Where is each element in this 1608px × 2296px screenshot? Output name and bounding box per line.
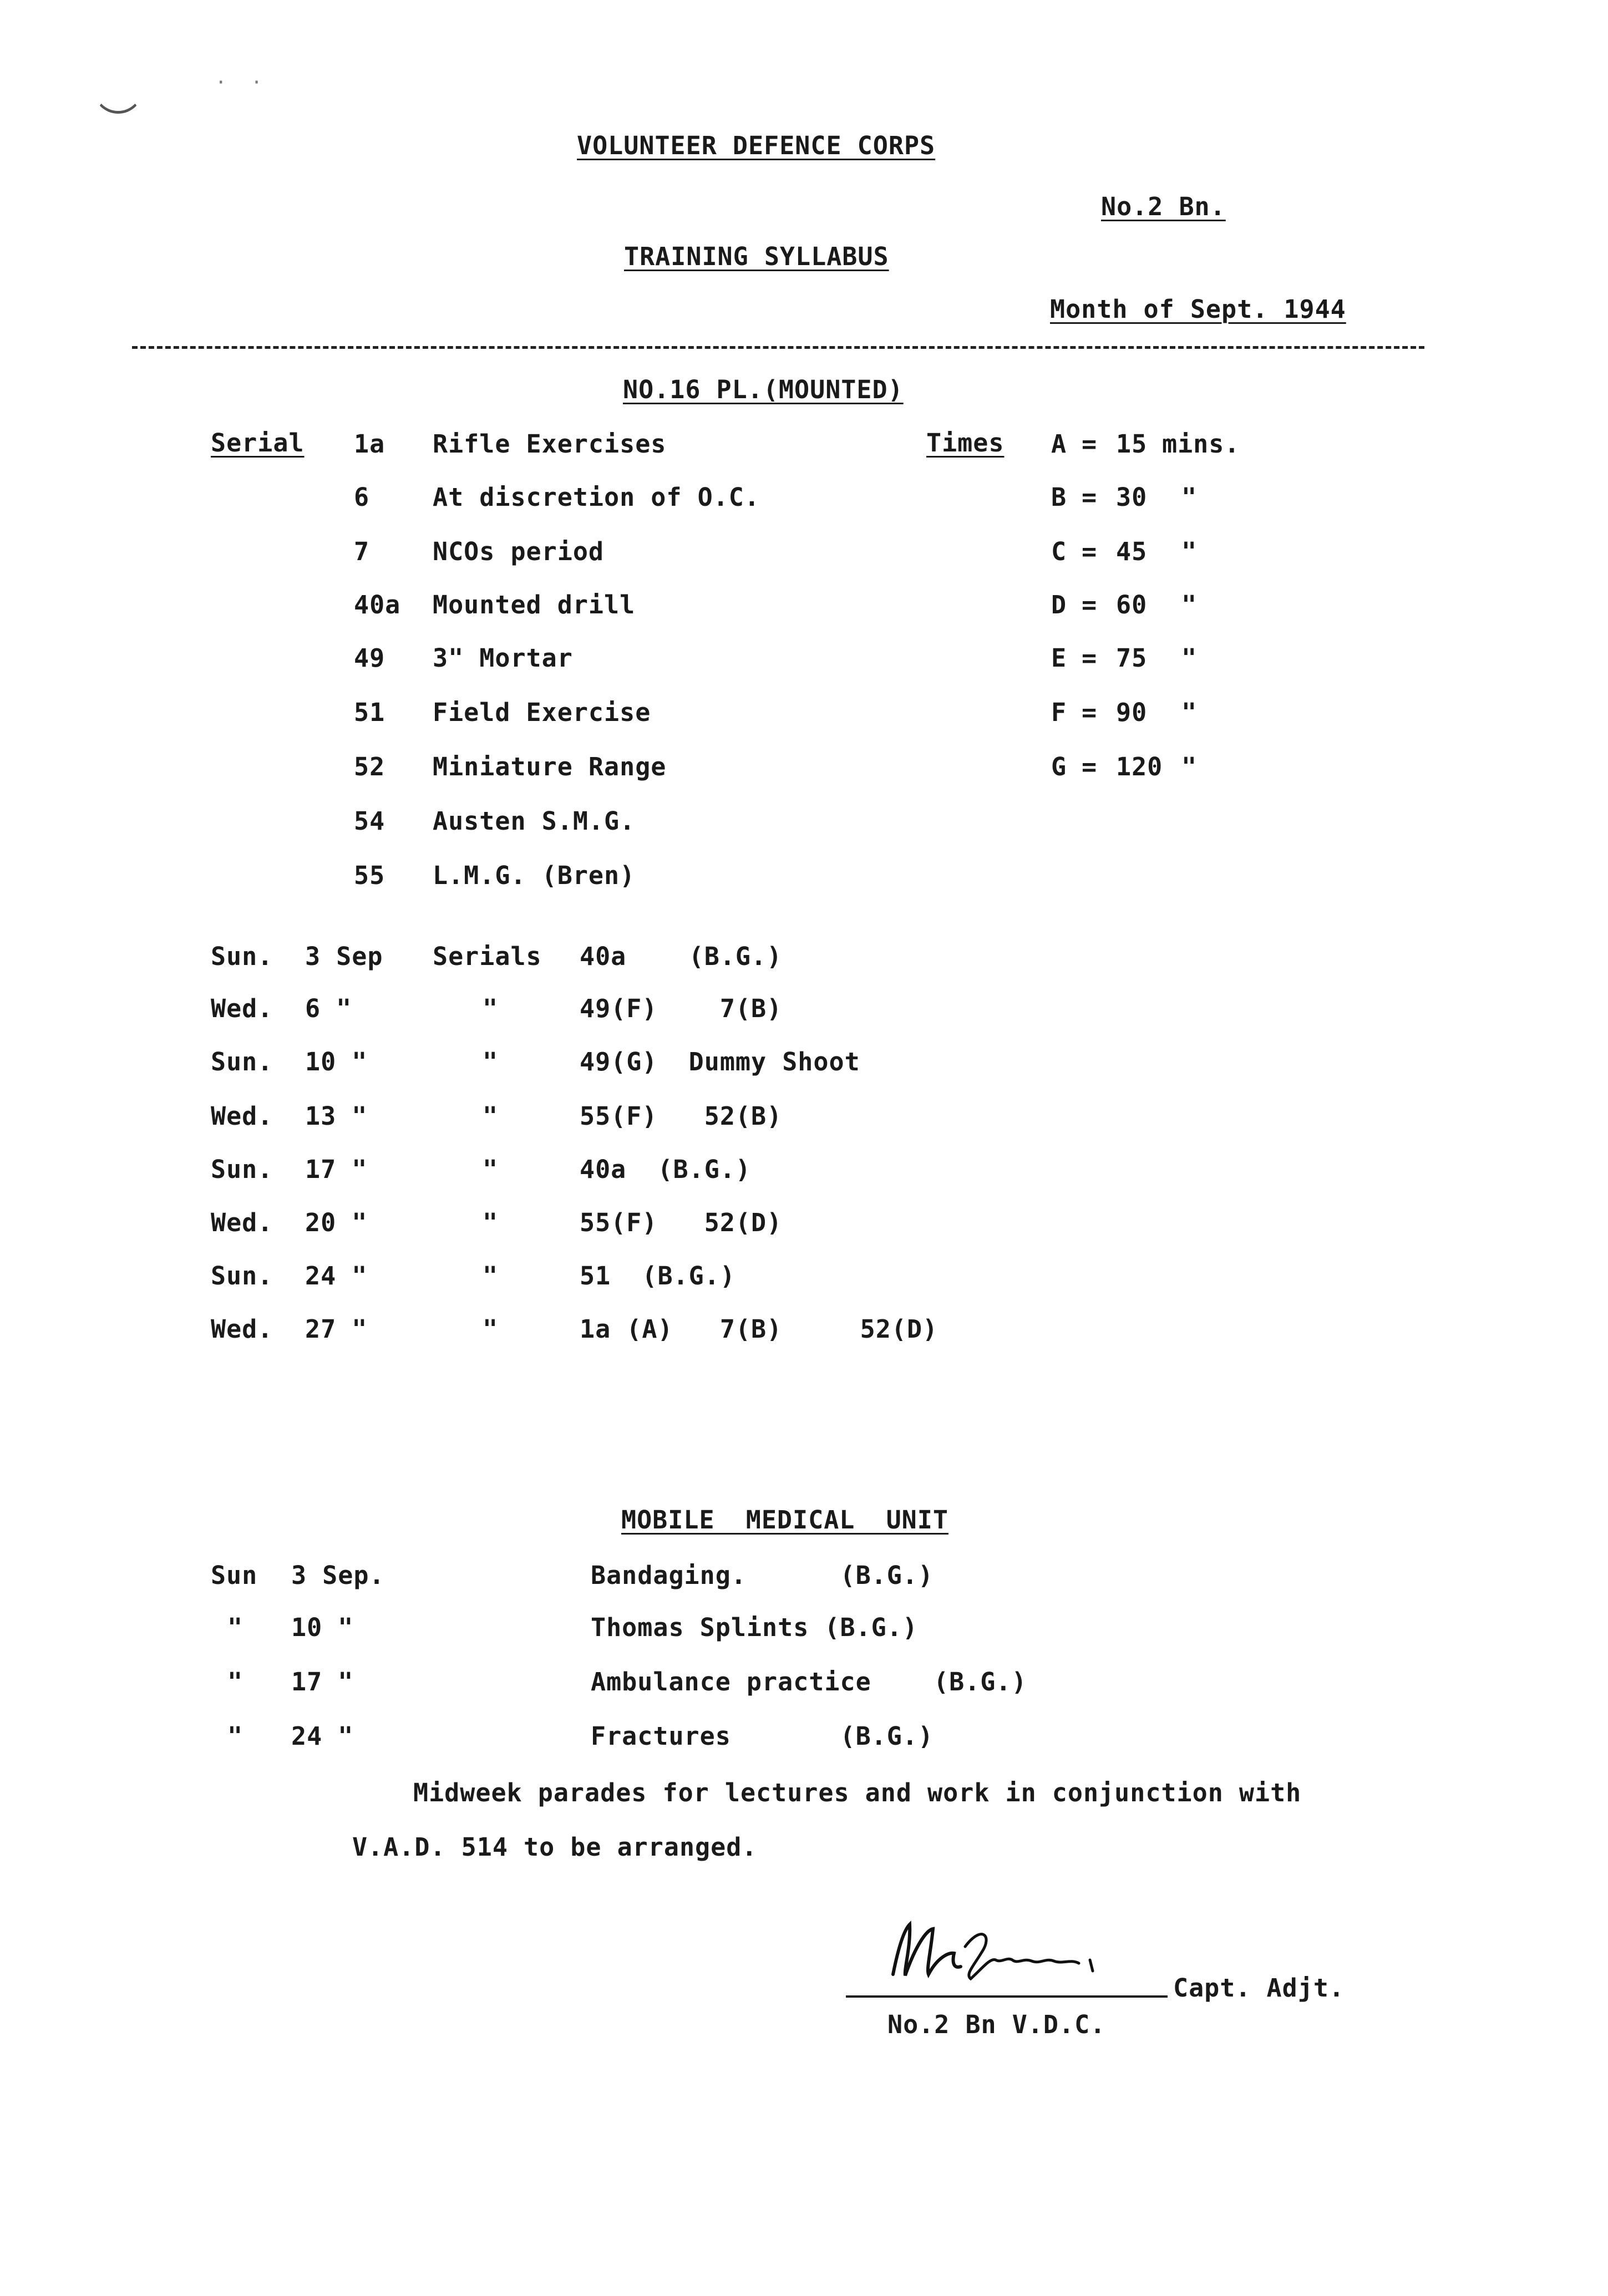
schedule-date: 6 " xyxy=(305,994,352,1023)
schedule-items: 40a (B.G.) xyxy=(580,942,783,971)
medical-date: 10 " xyxy=(291,1613,354,1642)
schedule-day: Wed. xyxy=(211,994,273,1023)
time-value: 15 xyxy=(1116,429,1148,459)
time-unit: " xyxy=(1181,643,1198,673)
time-unit: mins. xyxy=(1162,429,1240,459)
serial-label: Serial xyxy=(211,428,305,458)
serial-number: 49 xyxy=(354,643,385,673)
schedule-date: 17 " xyxy=(305,1155,368,1184)
time-value: 90 xyxy=(1116,698,1148,727)
battalion-label: No.2 Bn. xyxy=(1101,192,1226,221)
time-unit: " xyxy=(1181,752,1198,781)
time-equals: = xyxy=(1082,698,1098,727)
punch-hole-mark xyxy=(93,84,143,114)
medical-date: 17 " xyxy=(291,1667,354,1696)
serial-number: 6 xyxy=(354,482,370,512)
schedule-label: Serials xyxy=(433,942,542,971)
schedule-date: 27 " xyxy=(305,1314,368,1344)
time-equals: = xyxy=(1082,643,1098,673)
schedule-label: " xyxy=(483,1101,499,1131)
time-code: C xyxy=(1051,537,1067,566)
time-equals: = xyxy=(1082,752,1098,781)
medical-note-line-2: V.A.D. 514 to be arranged. xyxy=(352,1832,758,1862)
time-code: A xyxy=(1051,429,1067,459)
schedule-day: Sun. xyxy=(211,942,273,971)
medical-note-line-1: Midweek parades for lectures and work in conjunction with xyxy=(413,1778,1302,1807)
schedule-day: Sun. xyxy=(211,1047,273,1076)
time-equals: = xyxy=(1082,537,1098,566)
schedule-day: Wed. xyxy=(211,1314,273,1344)
signature-line xyxy=(846,1995,1168,1998)
serial-description: Mounted drill xyxy=(433,590,636,619)
header-divider xyxy=(132,346,1424,349)
time-code: D xyxy=(1051,590,1067,619)
serial-description: 3" Mortar xyxy=(433,643,573,673)
serial-description: Field Exercise xyxy=(433,698,651,727)
platoon-heading: NO.16 PL.(MOUNTED) xyxy=(623,375,904,404)
medical-activity: Fractures (B.G.) xyxy=(591,1721,934,1751)
time-code: E xyxy=(1051,643,1067,673)
medical-date: 3 Sep. xyxy=(291,1561,385,1590)
schedule-date: 3 Sep xyxy=(305,942,383,971)
schedule-day: Wed. xyxy=(211,1101,273,1131)
serial-description: NCOs period xyxy=(433,537,605,566)
serial-description: Rifle Exercises xyxy=(433,429,667,459)
document-title: VOLUNTEER DEFENCE CORPS xyxy=(577,131,936,160)
schedule-label: " xyxy=(483,1047,499,1076)
schedule-label: " xyxy=(483,994,499,1023)
time-value: 120 xyxy=(1116,752,1163,781)
time-unit: " xyxy=(1181,590,1198,619)
serial-number: 40a xyxy=(354,590,401,619)
time-value: 60 xyxy=(1116,590,1148,619)
serial-description: Austen S.M.G. xyxy=(433,806,636,836)
schedule-date: 13 " xyxy=(305,1101,368,1131)
schedule-items: 40a (B.G.) xyxy=(580,1155,752,1184)
time-unit: " xyxy=(1181,482,1198,512)
time-value: 30 xyxy=(1116,482,1148,512)
time-code: G xyxy=(1051,752,1067,781)
serial-number: 51 xyxy=(354,698,385,727)
serial-description: At discretion of O.C. xyxy=(433,482,760,512)
schedule-items: 55(F) 52(D) xyxy=(580,1208,783,1237)
serial-number: 52 xyxy=(354,752,385,781)
medical-activity: Thomas Splints (B.G.) xyxy=(591,1613,918,1642)
schedule-label: " xyxy=(483,1208,499,1237)
signatory-unit: No.2 Bn V.D.C. xyxy=(887,2010,1106,2039)
schedule-date: 20 " xyxy=(305,1208,368,1237)
schedule-items: 55(F) 52(B) xyxy=(580,1101,783,1131)
time-equals: = xyxy=(1082,590,1098,619)
schedule-date: 10 " xyxy=(305,1047,368,1076)
medical-heading: MOBILE MEDICAL UNIT xyxy=(621,1505,948,1535)
medical-day: " xyxy=(227,1667,244,1696)
medical-day: " xyxy=(227,1721,244,1751)
time-value: 45 xyxy=(1116,537,1148,566)
month-label: Month of Sept. 1944 xyxy=(1050,294,1346,324)
medical-day: Sun xyxy=(211,1561,258,1590)
serial-number: 1a xyxy=(354,429,385,459)
signatory-title: Capt. Adjt. xyxy=(1173,1973,1345,2003)
time-unit: " xyxy=(1181,537,1198,566)
medical-activity: Ambulance practice (B.G.) xyxy=(591,1667,1027,1696)
medical-date: 24 " xyxy=(291,1721,354,1751)
schedule-label: " xyxy=(483,1155,499,1184)
scan-specks: · · xyxy=(215,72,263,94)
schedule-items: 51 (B.G.) xyxy=(580,1261,735,1291)
time-code: F xyxy=(1051,698,1067,727)
serial-description: L.M.G. (Bren) xyxy=(433,861,636,890)
schedule-date: 24 " xyxy=(305,1261,368,1291)
medical-activity: Bandaging. (B.G.) xyxy=(591,1561,934,1590)
serial-number: 54 xyxy=(354,806,385,836)
time-equals: = xyxy=(1082,429,1098,459)
schedule-label: " xyxy=(483,1314,499,1344)
time-value: 75 xyxy=(1116,643,1148,673)
medical-day: " xyxy=(227,1613,244,1642)
schedule-label: " xyxy=(483,1261,499,1291)
schedule-day: Wed. xyxy=(211,1208,273,1237)
serial-number: 7 xyxy=(354,537,370,566)
schedule-items: 49(F) 7(B) xyxy=(580,994,783,1023)
schedule-day: Sun. xyxy=(211,1261,273,1291)
schedule-day: Sun. xyxy=(211,1155,273,1184)
document-subtitle: TRAINING SYLLABUS xyxy=(624,242,889,271)
serial-description: Miniature Range xyxy=(433,752,667,781)
times-label: Times xyxy=(926,428,1005,458)
time-equals: = xyxy=(1082,482,1098,512)
schedule-items: 49(G) Dummy Shoot xyxy=(580,1047,860,1076)
schedule-items: 1a (A) 7(B) 52(D) xyxy=(580,1314,939,1344)
time-code: B xyxy=(1051,482,1067,512)
serial-number: 55 xyxy=(354,861,385,890)
time-unit: " xyxy=(1181,698,1198,727)
signature-image xyxy=(871,1913,1137,1991)
